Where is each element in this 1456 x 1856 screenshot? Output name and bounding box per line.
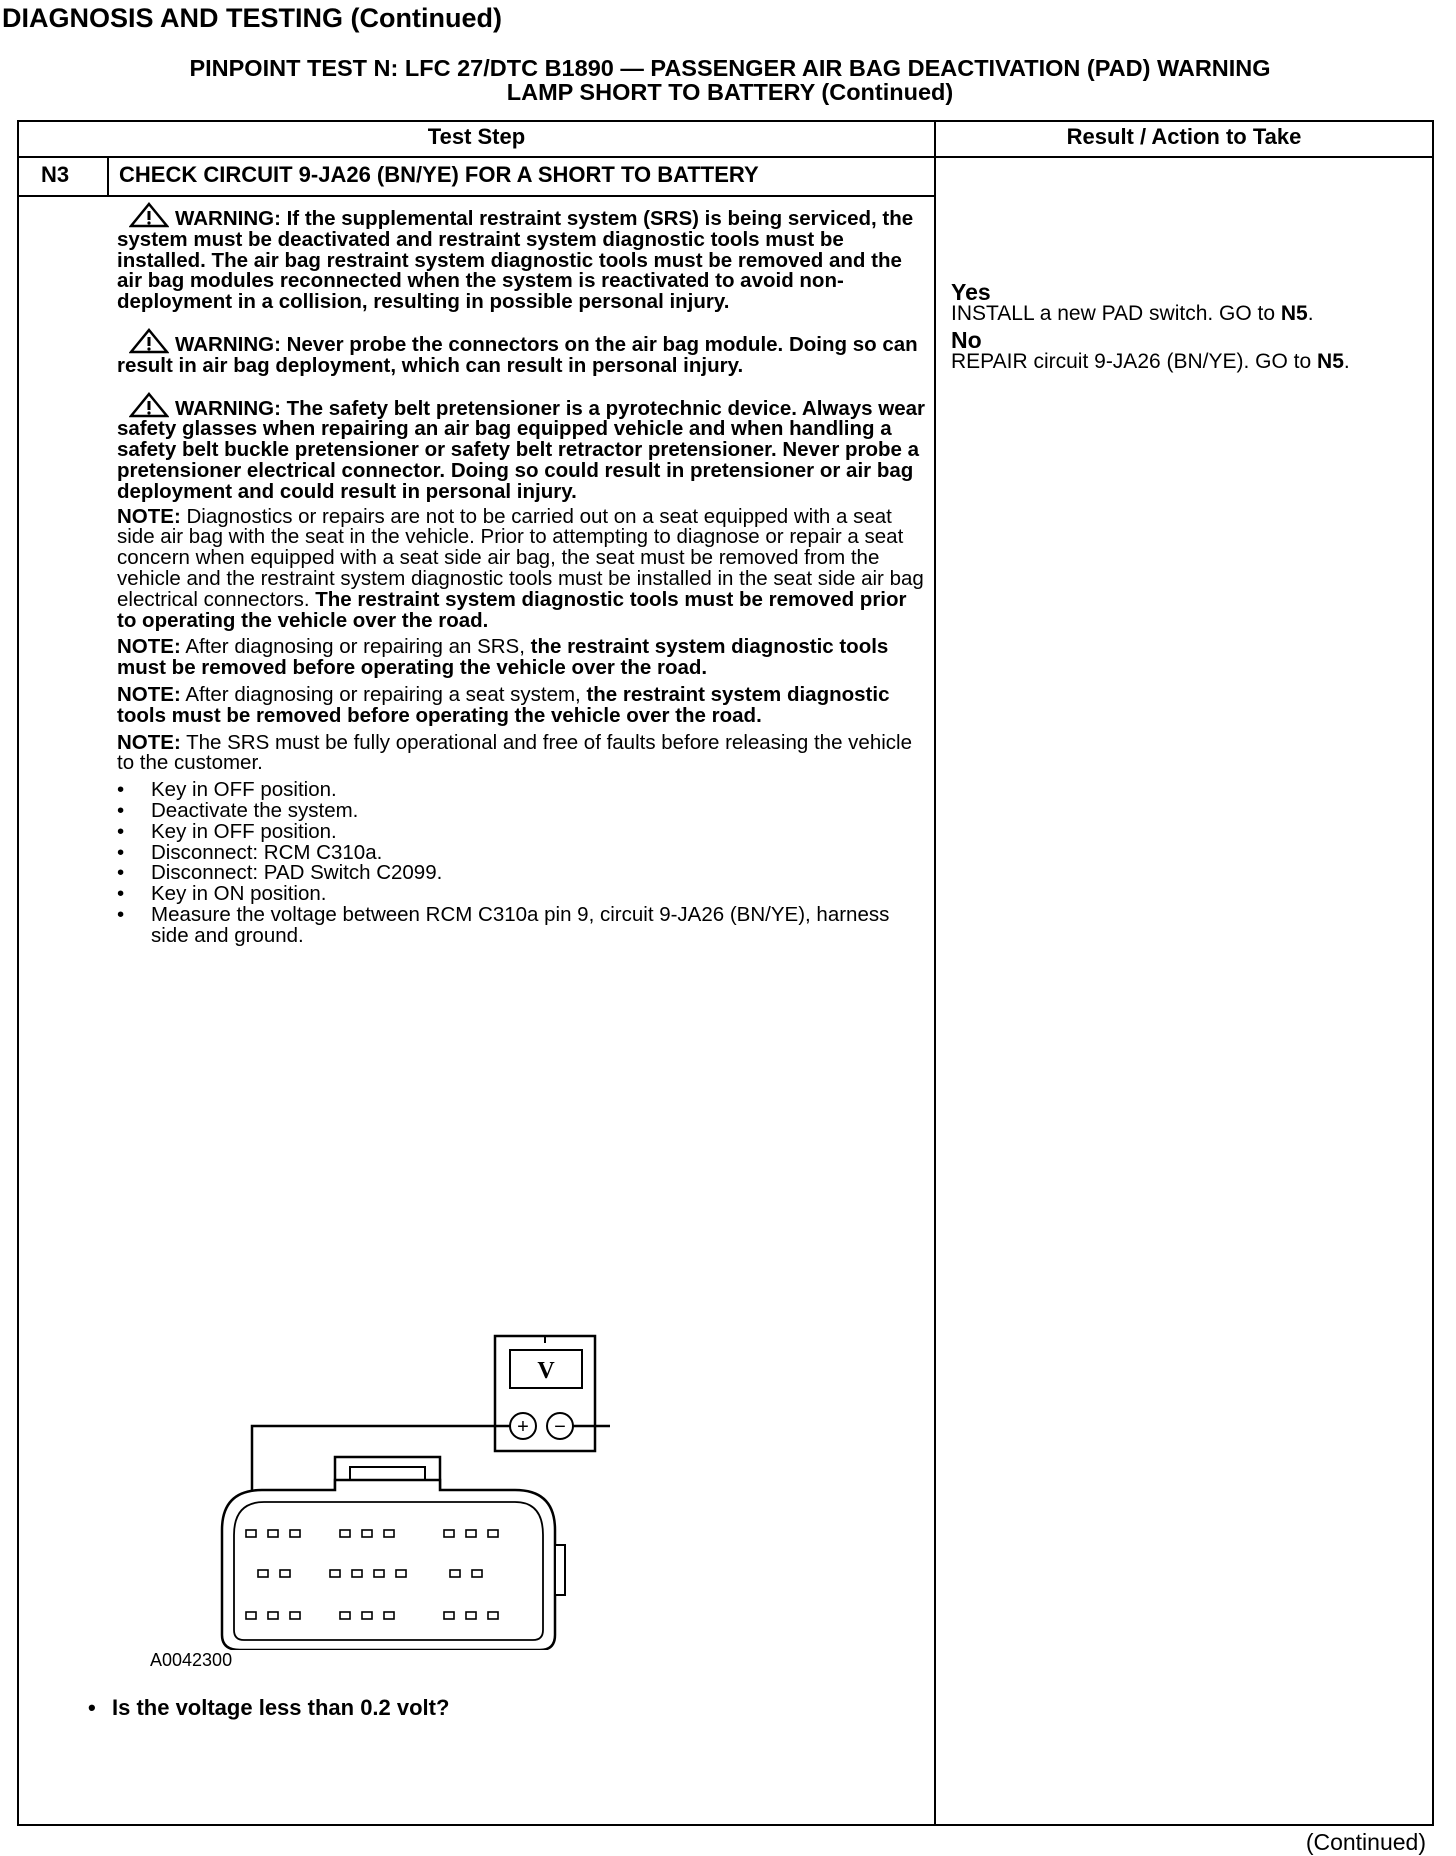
pinpoint-test-title bbox=[40, 56, 1420, 104]
result-no-action bbox=[951, 351, 1431, 372]
warning-2 bbox=[117, 328, 927, 377]
warning-triangle-icon bbox=[129, 328, 169, 354]
list-item: • Disconnect: RCM C310a. bbox=[117, 843, 927, 864]
note-label: NOTE: bbox=[117, 682, 181, 706]
note-2 bbox=[117, 637, 927, 679]
goto-link-n5: N5 bbox=[1317, 350, 1344, 373]
result-yes-label: Yes bbox=[951, 279, 991, 305]
pinpoint-test-title-line2: LAMP SHORT TO BATTERY (Continued) bbox=[506, 79, 954, 105]
note-1 bbox=[117, 504, 927, 632]
note-label: NOTE: bbox=[117, 730, 181, 754]
test-step-header: Test Step bbox=[427, 124, 526, 149]
note-emphasis: the restraint system diagnostic tools must be removed before operating the vehicle over the road. bbox=[117, 682, 890, 727]
result-yes-action bbox=[951, 303, 1431, 324]
note-4 bbox=[117, 730, 927, 775]
test-step-content bbox=[117, 202, 927, 947]
step-title: CHECK CIRCUIT 9-JA26 (BN/YE) FOR A SHORT TO BATTERY bbox=[119, 162, 759, 187]
meter-display: V bbox=[537, 1358, 555, 1384]
continued-footer: (Continued) bbox=[1305, 1829, 1426, 1855]
list-item: • Deactivate the system. bbox=[117, 801, 927, 822]
list-item: • Disconnect: PAD Switch C2099. bbox=[117, 863, 927, 884]
warning-2-text: WARNING: Never probe the connectors on the air bag module. Doing so can result in air bag deployment, which can result in personal injury. bbox=[117, 332, 918, 377]
meter-minus: − bbox=[554, 1416, 566, 1438]
note-emphasis: The restraint system diagnostic tools must be removed prior to operating the vehicle over the road. bbox=[117, 587, 907, 632]
step-id: N3 bbox=[41, 162, 70, 187]
list-item: • Key in ON position. bbox=[117, 884, 927, 905]
column-divider bbox=[934, 122, 936, 1824]
pinpoint-test-title-line1: PINPOINT TEST N: LFC 27/DTC B1890 — PASSENGER AIR BAG DEACTIVATION (PAD) WARNING bbox=[189, 55, 1271, 81]
rcm-connector-c310a bbox=[222, 1457, 565, 1650]
result-no-end: . bbox=[1343, 350, 1350, 373]
warning-1 bbox=[117, 202, 927, 313]
test-question: • Is the voltage less than 0.2 volt? bbox=[112, 1695, 449, 1721]
note-text: Diagnostics or repairs are not to be carried out on a seat equipped with a seat side air bag with the seat in the vehicle. Prior to attempting to diagnose or repair a seat concern when equipped with a seat side air bag, the seat must be removed from the vehicle and the restraint system diagnostic tools must be installed in the seat side air bag electrical connectors. bbox=[117, 504, 924, 611]
list-item: • Key in OFF position. bbox=[117, 780, 927, 801]
list-item: • Measure the voltage between RCM C310a pin 9, circuit 9-JA26 (BN/YE), harness side and ground. bbox=[117, 905, 927, 947]
note-emphasis: the restraint system diagnostic tools must be removed before operating the vehicle over the road. bbox=[117, 635, 889, 680]
result-yes-text: INSTALL a new PAD switch. GO to bbox=[951, 302, 1281, 325]
result-yes-end: . bbox=[1307, 302, 1314, 325]
note-text: After diagnosing or repairing a seat system, bbox=[180, 682, 587, 706]
page-header: DIAGNOSIS AND TESTING (Continued) bbox=[2, 3, 502, 33]
note-label: NOTE: bbox=[117, 504, 181, 528]
result-no-label: No bbox=[951, 327, 982, 353]
voltmeter-icon bbox=[495, 1336, 595, 1451]
warning-3 bbox=[117, 392, 927, 503]
procedure-list bbox=[117, 780, 927, 946]
result-cell bbox=[951, 279, 1431, 378]
table-header-row bbox=[19, 122, 1432, 158]
note-label: NOTE: bbox=[117, 635, 181, 659]
warning-triangle-icon bbox=[129, 392, 169, 418]
result-no-text: REPAIR circuit 9-JA26 (BN/YE). GO to bbox=[951, 350, 1318, 373]
note-text: After diagnosing or repairing an SRS, bbox=[180, 635, 531, 659]
meter-plus: + bbox=[517, 1416, 529, 1438]
step-title-row bbox=[19, 158, 934, 197]
step-id-cell bbox=[19, 158, 109, 195]
warning-1-text: WARNING: If the supplemental restraint system (SRS) is being serviced, the system must be deactivated and restraint system diagnostic tools must be installed. The air bag restraint system diagnostic tools must be removed and the air bag modules reconnected when the system is reactivated to avoid non-deployment in a collision, resulting in possible personal injury. bbox=[117, 207, 914, 314]
figure-caption: A0042300 bbox=[150, 1650, 233, 1670]
note-text: The SRS must be fully operational and free of faults before releasing the vehicle to the customer. bbox=[117, 730, 912, 775]
goto-link-n5: N5 bbox=[1280, 302, 1308, 325]
connector-measurement-diagram bbox=[150, 1330, 610, 1650]
list-item: • Key in OFF position. bbox=[117, 822, 927, 843]
warning-3-text: WARNING: The safety belt pretensioner is a pyrotechnic device. Always wear safety glasses when repairing an air bag equipped vehicle and when handling a safety belt buckle pretensioner or safety belt retractor pretensioner. Never probe a pretensioner electrical connector. Doing so could result in pretensioner or air bag deployment and could result in personal injury. bbox=[117, 396, 926, 503]
warning-triangle-icon bbox=[129, 202, 169, 228]
result-header: Result / Action to Take bbox=[1066, 124, 1302, 149]
note-3 bbox=[117, 682, 927, 727]
